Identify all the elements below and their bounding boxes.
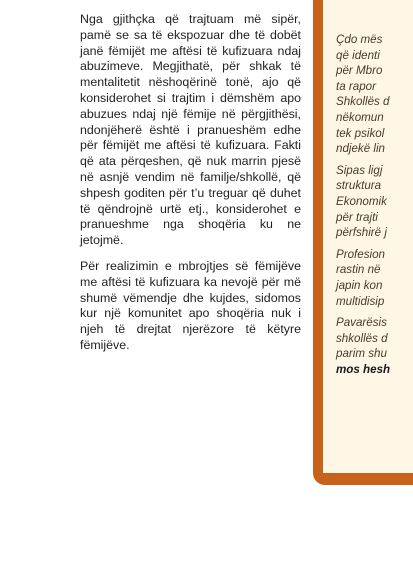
- sidebar-line: shkollës d: [336, 331, 388, 345]
- body-paragraph-2: Për realizimin e mbrojtjes së fëmijëve me aftësi të kufizuara ka nevojë për më shumë vëmendje dhe kujdes, sidomos kur një komunitet apo shoqëria nuk i njeh të drejtat njerëzore të këtyre fëmijëve.: [80, 258, 301, 352]
- sidebar-line: ta rapor: [336, 79, 376, 93]
- sidebar-line: Çdo mës: [336, 33, 383, 46]
- sidebar-line: Pavarësis: [336, 316, 387, 330]
- sidebar-line: Ekonomik: [336, 194, 387, 208]
- sidebar-line: për Mbro: [336, 64, 383, 78]
- sidebar-line: Shkollës d: [336, 95, 390, 109]
- sidebar-line: Profesion: [336, 247, 385, 261]
- sidebar-block-4: [336, 315, 413, 377]
- sidebar-line: përfshirë j: [336, 226, 387, 240]
- sidebar-line: tek psikol: [336, 126, 385, 140]
- sidebar-line: për trajti: [336, 210, 378, 224]
- sidebar-line: struktura: [336, 179, 382, 193]
- sidebar-line: parim shu: [336, 347, 387, 361]
- sidebar-block-3: [336, 247, 413, 309]
- sidebar-line: ndjekë lin: [336, 142, 385, 156]
- sidebar-line-bold: mos hesh: [336, 362, 391, 376]
- sidebar-block-2: [336, 163, 413, 241]
- sidebar-block-1: [336, 32, 413, 157]
- sidebar-line: multidisip: [336, 294, 385, 308]
- sidebar-panel-text: [336, 32, 413, 383]
- sidebar-line: Sipas ligj: [336, 163, 383, 177]
- sidebar-line: që identi: [336, 48, 380, 62]
- sidebar-line: japin kon: [336, 278, 383, 292]
- sidebar-line: rastin në: [336, 263, 381, 277]
- main-text-column: [80, 12, 301, 364]
- body-paragraph-1: Nga gjithçka që trajtuam më sipër, pamë se sa të ekspozuar dhe të dobët janë fëmijët me aftësi të kufizuara ndaj abuzimeve. Megjithatë, për shkak të mentalitetit nëshoqërinë tonë, ajo që konsiderohet si trajtim i dëmshëm apo abuzues ndaj një fëmije në përgjithësi, ndonjëherë është i pranueshëm edhe për fëmijët me aftësi të kufizuara. Fakti që ata përqeshen, që nuk marrin pjesë në asnjë vendim në familje/shkollë, që shpesh goditen për t’u treguar që duhet të qëndrojnë urtë etj., konsiderohet e pranueshme nga shoqëria ku ne jetojmë.: [80, 12, 301, 248]
- sidebar-line: nëkomun: [336, 110, 384, 124]
